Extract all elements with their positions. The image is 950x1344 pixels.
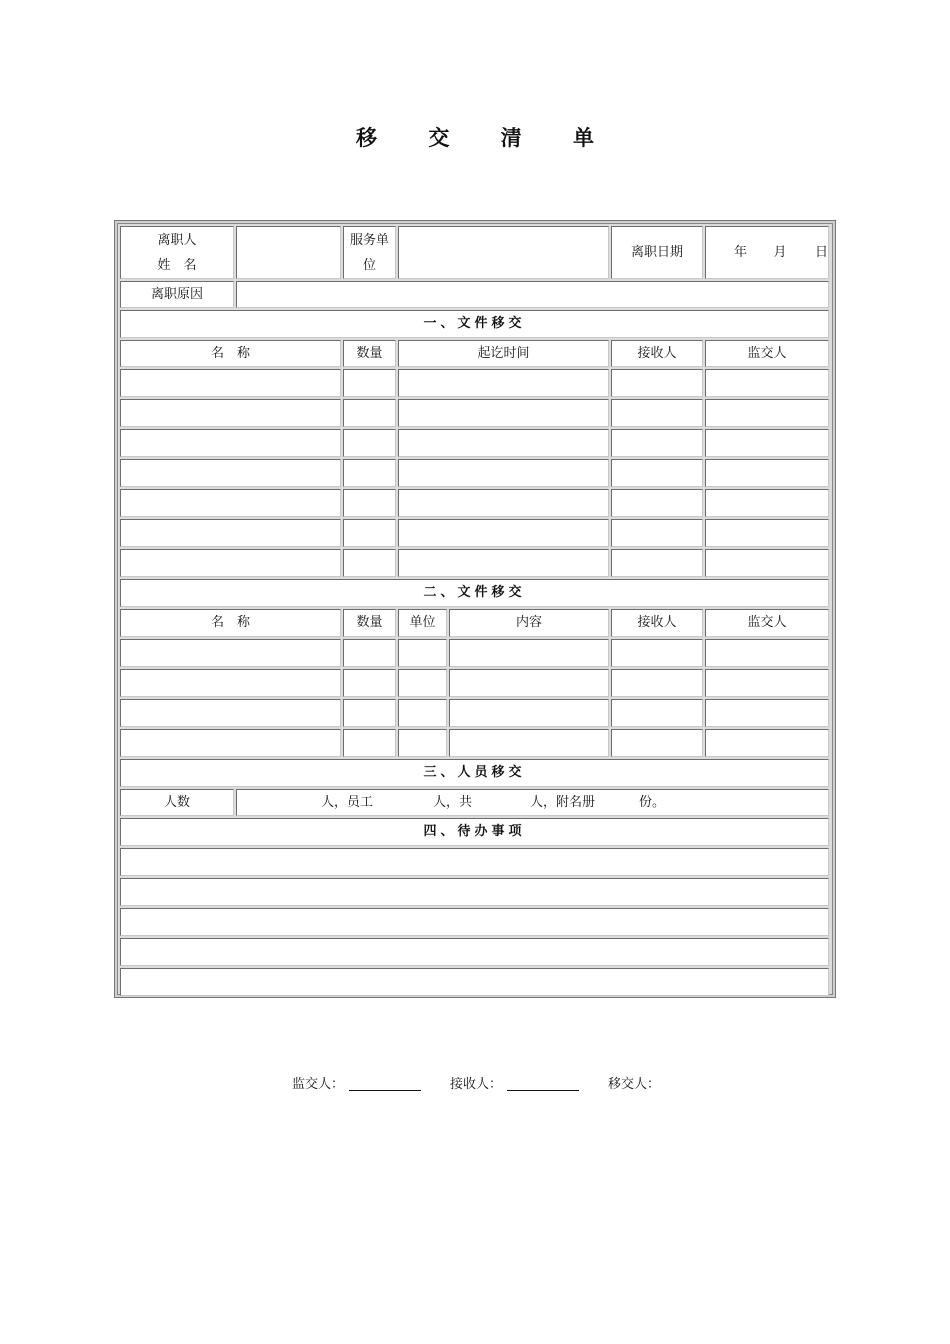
section4-title: 四、待办事项 <box>120 818 829 846</box>
s2-row1-receiver-cell[interactable] <box>611 639 703 667</box>
s1-row3-supervisor-cell[interactable] <box>705 429 829 457</box>
s1-row4-receiver-cell[interactable] <box>611 459 703 487</box>
section1-title: 一、文件移交 <box>120 310 829 338</box>
s1-row1-receiver-cell[interactable] <box>611 369 703 397</box>
s1-col-receiver: 接收人 <box>611 340 703 367</box>
s1-row2-receiver-cell[interactable] <box>611 399 703 427</box>
handover-table <box>114 220 836 998</box>
todo-row5[interactable] <box>120 968 829 996</box>
s1-row6-supervisor-cell[interactable] <box>705 519 829 547</box>
s1-row7-supervisor-cell[interactable] <box>705 549 829 577</box>
s1-row3-name-cell[interactable] <box>120 429 341 457</box>
s1-row2-quantity-cell[interactable] <box>343 399 396 427</box>
s2-col-name: 名 称 <box>120 609 341 637</box>
s2-row2-supervisor-cell[interactable] <box>705 669 829 697</box>
leaver-name-field[interactable] <box>236 226 341 279</box>
unit-label-line2: 位 <box>362 257 376 273</box>
s1-row6-name-cell[interactable] <box>120 519 341 547</box>
s1-row3-period-cell[interactable] <box>398 429 609 457</box>
s1-row4-supervisor-cell[interactable] <box>705 459 829 487</box>
leaver-label-line1: 离职人 <box>157 232 197 248</box>
s2-row3-unit-cell[interactable] <box>398 699 447 727</box>
leave-date-label: 离职日期 <box>611 226 703 279</box>
headcount-sum-text: 人，附名册 <box>530 794 596 810</box>
page-title: 移 交 清 单 <box>356 126 616 150</box>
s2-row4-unit-cell[interactable] <box>398 729 447 757</box>
headcount-field[interactable] <box>236 789 829 816</box>
headcount-staff-text: 人，共 <box>433 794 473 810</box>
s1-row3-quantity-cell[interactable] <box>343 429 396 457</box>
transferor-signature-label: 移交人： <box>608 1077 661 1092</box>
s1-row5-quantity-cell[interactable] <box>343 489 396 517</box>
s1-row6-receiver-cell[interactable] <box>611 519 703 547</box>
section2-title: 二、文件移交 <box>120 579 829 607</box>
s1-col-name: 名 称 <box>120 340 341 367</box>
todo-row4[interactable] <box>120 938 829 966</box>
s1-row1-name-cell[interactable] <box>120 369 341 397</box>
roster-copies-text: 份。 <box>639 794 666 810</box>
s1-row7-period-cell[interactable] <box>398 549 609 577</box>
s1-row1-supervisor-cell[interactable] <box>705 369 829 397</box>
s2-row3-supervisor-cell[interactable] <box>705 699 829 727</box>
s1-col-period: 起讫时间 <box>398 340 609 367</box>
s1-row2-name-cell[interactable] <box>120 399 341 427</box>
s1-col-supervisor: 监交人 <box>705 340 829 367</box>
s2-row2-quantity-cell[interactable] <box>343 669 396 697</box>
s2-row2-receiver-cell[interactable] <box>611 669 703 697</box>
headcount-total-text: 人，员工 <box>321 794 374 810</box>
headcount-label: 人数 <box>120 789 234 816</box>
s1-row1-quantity-cell[interactable] <box>343 369 396 397</box>
s2-row1-quantity-cell[interactable] <box>343 639 396 667</box>
s1-row5-period-cell[interactable] <box>398 489 609 517</box>
leaver-label-line2: 姓 名 <box>157 257 197 273</box>
leave-reason-field[interactable] <box>236 281 829 308</box>
s1-row5-name-cell[interactable] <box>120 489 341 517</box>
s2-col-receiver: 接收人 <box>611 609 703 637</box>
todo-row3[interactable] <box>120 908 829 936</box>
s2-row4-quantity-cell[interactable] <box>343 729 396 757</box>
s2-row1-content-cell[interactable] <box>449 639 609 667</box>
s2-row3-quantity-cell[interactable] <box>343 699 396 727</box>
s2-row2-name-cell[interactable] <box>120 669 341 697</box>
s1-row5-supervisor-cell[interactable] <box>705 489 829 517</box>
date-day-label: 日 <box>814 244 828 260</box>
s1-row2-supervisor-cell[interactable] <box>705 399 829 427</box>
supervisor-signature-line[interactable] <box>349 1090 421 1091</box>
s1-row7-quantity-cell[interactable] <box>343 549 396 577</box>
s1-col-quantity: 数量 <box>343 340 396 367</box>
s1-row7-name-cell[interactable] <box>120 549 341 577</box>
leaver-name-label <box>120 226 234 279</box>
leave-date-field[interactable] <box>705 226 829 279</box>
receiver-signature-label: 接收人： <box>450 1077 503 1092</box>
s1-row6-quantity-cell[interactable] <box>343 519 396 547</box>
s1-row4-period-cell[interactable] <box>398 459 609 487</box>
s1-row5-receiver-cell[interactable] <box>611 489 703 517</box>
s2-row4-content-cell[interactable] <box>449 729 609 757</box>
s2-row3-content-cell[interactable] <box>449 699 609 727</box>
s2-row3-name-cell[interactable] <box>120 699 341 727</box>
s2-row2-unit-cell[interactable] <box>398 669 447 697</box>
unit-label-line1: 服务单 <box>349 232 389 248</box>
s2-row2-content-cell[interactable] <box>449 669 609 697</box>
s2-col-content: 内容 <box>449 609 609 637</box>
s2-col-unit: 单位 <box>398 609 447 637</box>
receiver-signature-line[interactable] <box>507 1090 579 1091</box>
s2-row4-name-cell[interactable] <box>120 729 341 757</box>
service-unit-field[interactable] <box>398 226 609 279</box>
section3-title: 三、人员移交 <box>120 759 829 787</box>
leave-reason-label: 离职原因 <box>120 281 234 308</box>
s1-row6-period-cell[interactable] <box>398 519 609 547</box>
todo-row1[interactable] <box>120 848 829 876</box>
service-unit-label <box>343 226 396 279</box>
s1-row4-quantity-cell[interactable] <box>343 459 396 487</box>
date-year-label: 年 <box>734 244 748 260</box>
s1-row3-receiver-cell[interactable] <box>611 429 703 457</box>
todo-row2[interactable] <box>120 878 829 906</box>
s2-row1-unit-cell[interactable] <box>398 639 447 667</box>
s2-col-quantity: 数量 <box>343 609 396 637</box>
s1-row1-period-cell[interactable] <box>398 369 609 397</box>
supervisor-signature-label: 监交人： <box>292 1077 345 1092</box>
s2-row4-receiver-cell[interactable] <box>611 729 703 757</box>
date-month-label: 月 <box>773 244 787 260</box>
s2-row1-supervisor-cell[interactable] <box>705 639 829 667</box>
s2-row3-receiver-cell[interactable] <box>611 699 703 727</box>
s1-row7-receiver-cell[interactable] <box>611 549 703 577</box>
s1-row4-name-cell[interactable] <box>120 459 341 487</box>
s2-row4-supervisor-cell[interactable] <box>705 729 829 757</box>
s2-row1-name-cell[interactable] <box>120 639 341 667</box>
s1-row2-period-cell[interactable] <box>398 399 609 427</box>
s2-col-supervisor: 监交人 <box>705 609 829 637</box>
